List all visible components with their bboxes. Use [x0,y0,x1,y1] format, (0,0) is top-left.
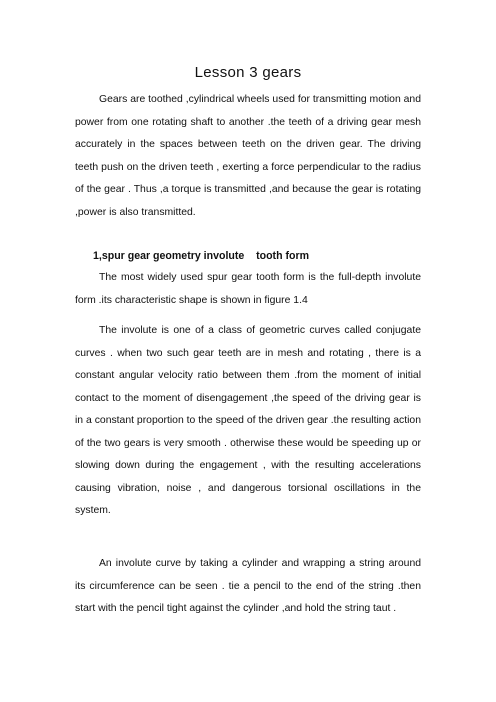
document-title: Lesson 3 gears [194,64,302,81]
section-heading: 1,spur gear geometry involute tooth form [93,250,310,262]
paragraph-tooth-form: The most widely used spur gear tooth form is the full-depth involute form .its characteristic shape is shown in figure 1.4 [75,272,421,306]
paragraph-gears-intro: Gears are toothed ,cylindrical wheels used for transmitting motion and power from one rotating shaft to another .the teeth of a driving gear mesh accurately in the spaces between teeth on the driven gear. The driving teeth push on the driven teeth , exerting a force perpendicular to the radius of the gear . Thus ,a torque is transmitted ,and because the gear is rotating ,power is also transmitted. [75,94,421,218]
paragraph-involute-curves: The involute is one of a class of geometric curves called conjugate curves . when two such gear teeth are in mesh and rotating , there is a constant angular velocity ratio between them .from the moment of initial contact to the moment of disengagement ,the speed of the driving gear is in a constant proportion to the speed of the driven gear .the resulting action of the two gears is very smooth . otherwise these would be speeding up or slowing down during the engagement , with the resulting accelerations causing vibration, noise , and dangerous torsional oscillations in the system. [75,325,421,517]
paragraph-involute-construction: An involute curve by taking a cylinder and wrapping a string around its circumference can be seen . tie a pencil to the end of the string .then start with the pencil tight against the cylinder ,and hold the string taut . [75,558,421,615]
